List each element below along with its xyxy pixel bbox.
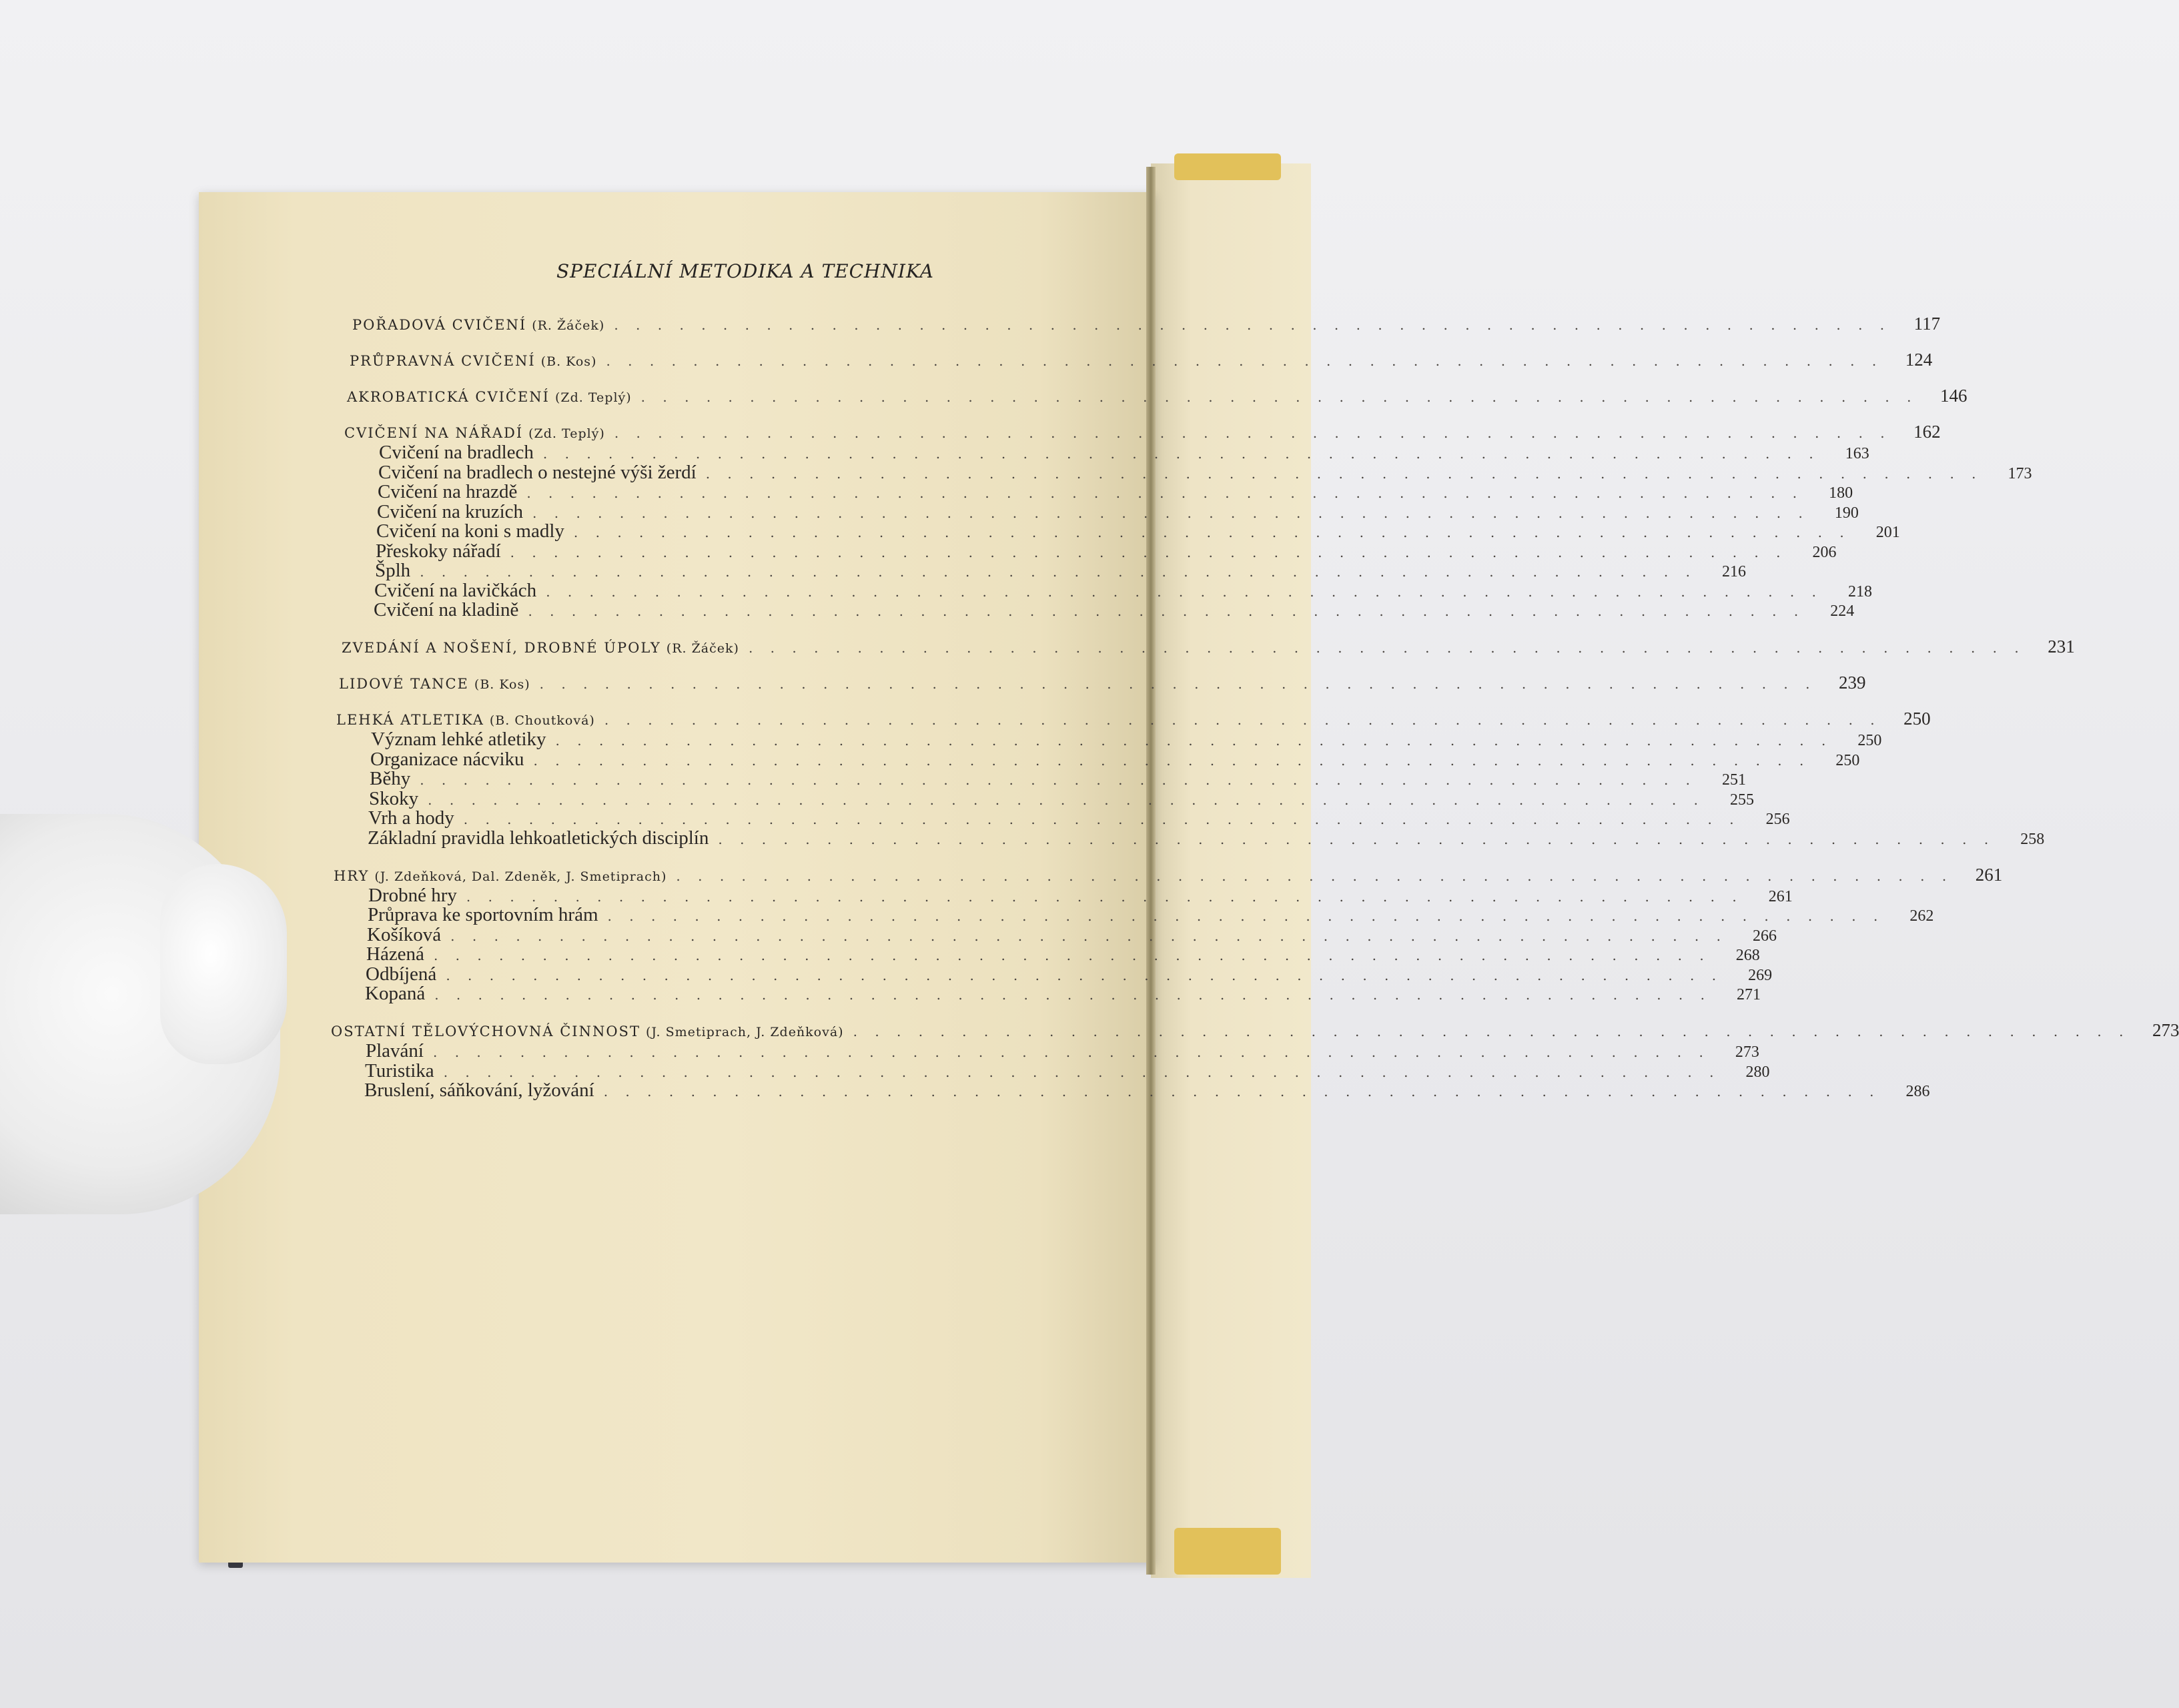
subsection-page-number: 256	[1765, 811, 1790, 828]
toc-subsection-row	[368, 884, 1793, 907]
section-page-number: 239	[1838, 673, 1866, 693]
subsection-page-number: 271	[1737, 986, 1761, 1003]
subsection-title: Cvičení na kladině	[374, 599, 519, 620]
leader-dots: . . . . . . . . . . . . . . . . . . . . . . . . . . . . . . . . . . . . . . . . . . . . . . . . . . . . . . . . . . .	[466, 888, 1743, 905]
subsection-title: Drobné hry	[368, 884, 457, 906]
leader-dots: . . . . . . . . . . . . . . . . . . . . . . . . . . . . . . . . . . . . . . . . . . . . . . . . . . . . . . . . . . .	[542, 446, 1820, 462]
section-page-number: 273	[2152, 1020, 2179, 1040]
leader-dots: . . . . . . . . . . . . . . . . . . . . . . . . . . . . . . . . . . . . . . . . . . . . . . . . . . . . . . . . . . .	[450, 927, 1727, 944]
section-author: (J. Zdeňková, Dal. Zdeněk, J. Smetiprach)	[374, 869, 667, 884]
section-title: LIDOVÉ TANCE (B. Kos)	[339, 676, 530, 692]
subsection-title: Šplh	[375, 560, 411, 581]
leader-dots: . . . . . . . . . . . . . . . . . . . . . . . . . . . . . . . . . . . . . . . . . . . . . . . . . . . . . . . . . . .	[428, 791, 1705, 808]
subsection-page-number: 201	[1875, 524, 1900, 541]
leader-dots: . . . . . . . . . . . . . . . . . . . . . . . . . . . . . . . . . . . . . . . . . . . . . . . . . . . . . . . . . . .	[528, 603, 1805, 619]
subsection-page-number: 261	[1768, 887, 1793, 905]
leader-dots: . . . . . . . . . . . . . . . . . . . . . . . . . . . . . . . . . . . . . . . . . . . . . . . . . . . . . . . . . . .	[705, 465, 1983, 482]
running-header: SPECIÁLNÍ METODIKA A TECHNIKA	[556, 260, 934, 282]
subsection-title: Cvičení na bradlech	[379, 442, 534, 463]
subsection-title: Běhy	[370, 768, 411, 789]
subsection-page-number: 269	[1748, 966, 1773, 984]
leader-dots: . . . . . . . . . . . . . . . . . . . . . . . . . . . . . . . . . . . . . . . . . . . . . . . . . . . . . . . . . . .	[718, 831, 1996, 847]
toc-subsection-row	[366, 943, 1760, 965]
toc-section-row	[331, 1020, 2179, 1041]
section-title: CVIČENÍ NA NÁŘADÍ (Zd. Teplý)	[344, 425, 605, 441]
subsection-title: Základní pravidla lehkoatletických disciplín	[368, 827, 709, 849]
leader-dots: . . . . . . . . . . . . . . . . . . . . . . . . . . . . . . . . . . . . . . . . . . . . . . . . . . . . . . . . . . .	[614, 425, 1891, 441]
subsection-page-number: 190	[1834, 504, 1859, 522]
book-cover-bottom	[1174, 1528, 1281, 1575]
leader-dots: . . . . . . . . . . . . . . . . . . . . . . . . . . . . . . . . . . . . . . . . . . . . . . . . . . . . . . . . . . .	[606, 353, 1883, 369]
leader-dots: . . . . . . . . . . . . . . . . . . . . . . . . . . . . . . . . . . . . . . . . . . . . . . . . . . . . . . . . . . .	[853, 1023, 2130, 1039]
subsection-page-number: 163	[1845, 445, 1869, 462]
toc-section-row	[342, 636, 2075, 657]
section-title: HRY (J. Zdeňková, Dal. Zdeněk, J. Smetiprach)	[334, 867, 667, 884]
section-title: AKROBATICKÁ CVIČENÍ (Zd. Teplý)	[347, 389, 632, 405]
toc-subsection-row	[370, 768, 1747, 790]
glove-thumb	[160, 864, 287, 1064]
toc-subsection-row	[366, 1040, 1759, 1062]
section-author: (B. Kos)	[540, 354, 597, 369]
toc-section-row	[350, 350, 1933, 370]
toc-subsection-row	[378, 461, 2032, 484]
toc-subsection-row	[379, 442, 1869, 464]
section-title: ZVEDÁNÍ A NOŠENÍ, DROBNÉ ÚPOLY (R. Žáček)	[342, 640, 739, 656]
section-page-number: 146	[1940, 386, 1968, 406]
subsection-page-number: 268	[1735, 947, 1760, 964]
subsection-page-number: 180	[1829, 484, 1853, 502]
leader-dots: . . . . . . . . . . . . . . . . . . . . . . . . . . . . . . . . . . . . . . . . . . . . . . . . . . . . . . . . . . .	[420, 564, 1697, 580]
leader-dots: . . . . . . . . . . . . . . . . . . . . . . . . . . . . . . . . . . . . . . . . . . . . . . . . . . . . . . . . . . .	[539, 676, 1817, 692]
toc-subsection-row	[365, 983, 1761, 1005]
leader-dots: . . . . . . . . . . . . . . . . . . . . . . . . . . . . . . . . . . . . . . . . . . . . . . . . . . . . . . . . . . .	[676, 867, 1953, 884]
leader-dots: . . . . . . . . . . . . . . . . . . . . . . . . . . . . . . . . . . . . . . . . . . . . . . . . . . . . . . . . . . .	[526, 485, 1804, 501]
subsection-title: Odbíjená	[366, 963, 437, 985]
section-page-number: 261	[1975, 864, 2003, 885]
toc-section-row	[334, 864, 2003, 885]
subsection-title: Cvičení na lavičkách	[374, 579, 537, 601]
leader-dots: . . . . . . . . . . . . . . . . . . . . . . . . . . . . . . . . . . . . . . . . . . . . . . . . . . . . . . . . . . .	[604, 712, 1881, 728]
section-author: (R. Žáček)	[666, 641, 739, 656]
subsection-title: Organizace nácviku	[370, 748, 524, 770]
toc-subsection-row	[368, 827, 2045, 849]
section-author: (J. Smetiprach, J. Zdeňková)	[645, 1025, 844, 1039]
leader-dots: . . . . . . . . . . . . . . . . . . . . . . . . . . . . . . . . . . . . . . . . . . . . . . . . . . . . . . . . . . .	[748, 640, 2026, 656]
leader-dots: . . . . . . . . . . . . . . . . . . . . . . . . . . . . . . . . . . . . . . . . . . . . . . . . . . . . . . . . . . .	[532, 504, 1809, 521]
subsection-title: Cvičení na hrazdě	[378, 481, 518, 502]
section-title: POŘADOVÁ CVIČENÍ (R. Žáček)	[352, 317, 605, 333]
toc-subsection-row	[374, 579, 1873, 602]
subsection-title: Kopaná	[365, 983, 426, 1004]
subsection-title: Význam lehké atletiky	[371, 729, 546, 750]
toc-subsection-row	[366, 963, 1773, 985]
toc-section-row	[347, 386, 1968, 406]
subsection-page-number: 206	[1812, 543, 1837, 561]
subsection-page-number: 258	[2020, 830, 2045, 848]
leader-dots: . . . . . . . . . . . . . . . . . . . . . . . . . . . . . . . . . . . . . . . . . . . . . . . . . . . . . . . . . . .	[443, 1063, 1721, 1080]
leader-dots: . . . . . . . . . . . . . . . . . . . . . . . . . . . . . . . . . . . . . . . . . . . . . . . . . . . . . . . . . . .	[603, 1084, 1881, 1100]
section-author: (Zd. Teplý)	[554, 390, 632, 405]
subsection-page-number: 173	[2008, 464, 2032, 482]
subsection-page-number: 273	[1735, 1043, 1759, 1061]
section-page-number: 117	[1913, 314, 1941, 334]
section-title: OSTATNÍ TĚLOVÝCHOVNÁ ČINNOST (J. Smetiprach, J. Zdeňková)	[331, 1023, 844, 1039]
section-page-number: 250	[1903, 709, 1931, 729]
toc-subsection-row	[368, 904, 1934, 926]
toc-subsection-row	[375, 560, 1747, 582]
subsection-title: Bruslení, sáňkování, lyžování	[364, 1080, 594, 1101]
subsection-title: Cvičení na bradlech o nestejné výši žerdí	[378, 461, 697, 483]
section-page-number: 231	[2048, 636, 2075, 657]
subsection-title: Přeskoky nářadí	[376, 540, 501, 562]
leader-dots: . . . . . . . . . . . . . . . . . . . . . . . . . . . . . . . . . . . . . . . . . . . . . . . . . . . . . . . . . . .	[546, 583, 1823, 600]
toc-section-row	[336, 709, 1931, 729]
subsection-title: Turistika	[365, 1059, 434, 1082]
book-cover-top	[1174, 153, 1281, 180]
leader-dots: . . . . . . . . . . . . . . . . . . . . . . . . . . . . . . . . . . . . . . . . . . . . . . . . . . . . . . . . . . .	[555, 733, 1833, 749]
subsection-title: Házená	[366, 943, 424, 965]
subsection-title: Cvičení na kruzích	[377, 500, 524, 522]
toc-subsection-row	[368, 807, 1790, 829]
leader-dots: . . . . . . . . . . . . . . . . . . . . . . . . . . . . . . . . . . . . . . . . . . . . . . . . . . . . . . . . . . .	[420, 772, 1697, 788]
subsection-title: Cvičení na koni s madly	[376, 520, 564, 542]
toc-subsection-row	[376, 520, 1900, 542]
toc-subsection-row	[376, 540, 1837, 562]
section-author: (B. Choutková)	[489, 713, 595, 728]
subsection-page-number: 286	[1905, 1083, 1930, 1100]
toc-subsection-row	[367, 923, 1777, 946]
section-author: (Zd. Teplý)	[528, 426, 605, 441]
toc-subsection-row	[370, 748, 1860, 771]
subsection-title: Vrh a hody	[368, 807, 454, 829]
toc-subsection-row	[371, 729, 1882, 751]
section-title: PRŮPRAVNÁ CVIČENÍ (B. Kos)	[350, 353, 597, 369]
subsection-page-number: 266	[1753, 927, 1777, 945]
subsection-page-number: 224	[1830, 602, 1855, 620]
toc-subsection-row	[374, 599, 1855, 621]
section-author: (B. Kos)	[474, 677, 530, 692]
subsection-page-number: 216	[1722, 563, 1747, 580]
leader-dots: . . . . . . . . . . . . . . . . . . . . . . . . . . . . . . . . . . . . . . . . . . . . . . . . . . . . . . . . . . .	[533, 752, 1811, 769]
section-page-number: 162	[1913, 422, 1941, 442]
toc-subsection-row	[378, 481, 1853, 503]
toc-section-row	[352, 314, 1941, 334]
toc-subsection-row	[369, 787, 1754, 810]
leader-dots: . . . . . . . . . . . . . . . . . . . . . . . . . . . . . . . . . . . . . . . . . . . . . . . . . . . . . . . . . . .	[614, 317, 1891, 333]
toc-subsection-row	[377, 500, 1859, 523]
leader-dots: . . . . . . . . . . . . . . . . . . . . . . . . . . . . . . . . . . . . . . . . . . . . . . . . . . . . . . . . . . .	[446, 967, 1723, 983]
subsection-title: Průprava ke sportovním hrám	[368, 904, 598, 925]
subsection-page-number: 280	[1745, 1063, 1770, 1081]
subsection-page-number: 255	[1729, 791, 1754, 809]
section-page-number: 124	[1905, 350, 1933, 370]
section-author: (R. Žáček)	[532, 318, 605, 333]
subsection-page-number: 262	[1909, 907, 1934, 925]
subsection-title: Košíková	[367, 923, 442, 945]
leader-dots: . . . . . . . . . . . . . . . . . . . . . . . . . . . . . . . . . . . . . . . . . . . . . . . . . . . . . . . . . . .	[463, 811, 1741, 827]
leader-dots: . . . . . . . . . . . . . . . . . . . . . . . . . . . . . . . . . . . . . . . . . . . . . . . . . . . . . . . . . . .	[640, 389, 1918, 405]
leader-dots: . . . . . . . . . . . . . . . . . . . . . . . . . . . . . . . . . . . . . . . . . . . . . . . . . . . . . . . . . . .	[433, 947, 1711, 963]
section-title: LEHKÁ ATLETIKA (B. Choutková)	[336, 712, 595, 728]
leader-dots: . . . . . . . . . . . . . . . . . . . . . . . . . . . . . . . . . . . . . . . . . . . . . . . . . . . . . . . . . . .	[434, 987, 1712, 1003]
subsection-title: Plavání	[366, 1040, 424, 1061]
subsection-page-number: 250	[1857, 732, 1882, 749]
leader-dots: . . . . . . . . . . . . . . . . . . . . . . . . . . . . . . . . . . . . . . . . . . . . . . . . . . . . . . . . . . .	[510, 544, 1787, 560]
subsection-title: Skoky	[369, 787, 419, 809]
toc-subsection-row	[364, 1080, 1930, 1102]
leader-dots: . . . . . . . . . . . . . . . . . . . . . . . . . . . . . . . . . . . . . . . . . . . . . . . . . . . . . . . . . . .	[607, 908, 1885, 924]
toc-section-row	[339, 673, 1866, 693]
toc-section-row	[344, 422, 1941, 442]
subsection-page-number: 250	[1835, 751, 1860, 769]
subsection-page-number: 218	[1848, 582, 1873, 600]
subsection-page-number: 251	[1722, 771, 1747, 789]
toc-subsection-row	[365, 1059, 1770, 1082]
leader-dots: . . . . . . . . . . . . . . . . . . . . . . . . . . . . . . . . . . . . . . . . . . . . . . . . . . . . . . . . . . .	[573, 524, 1851, 540]
leader-dots: . . . . . . . . . . . . . . . . . . . . . . . . . . . . . . . . . . . . . . . . . . . . . . . . . . . . . . . . . . .	[433, 1044, 1710, 1060]
